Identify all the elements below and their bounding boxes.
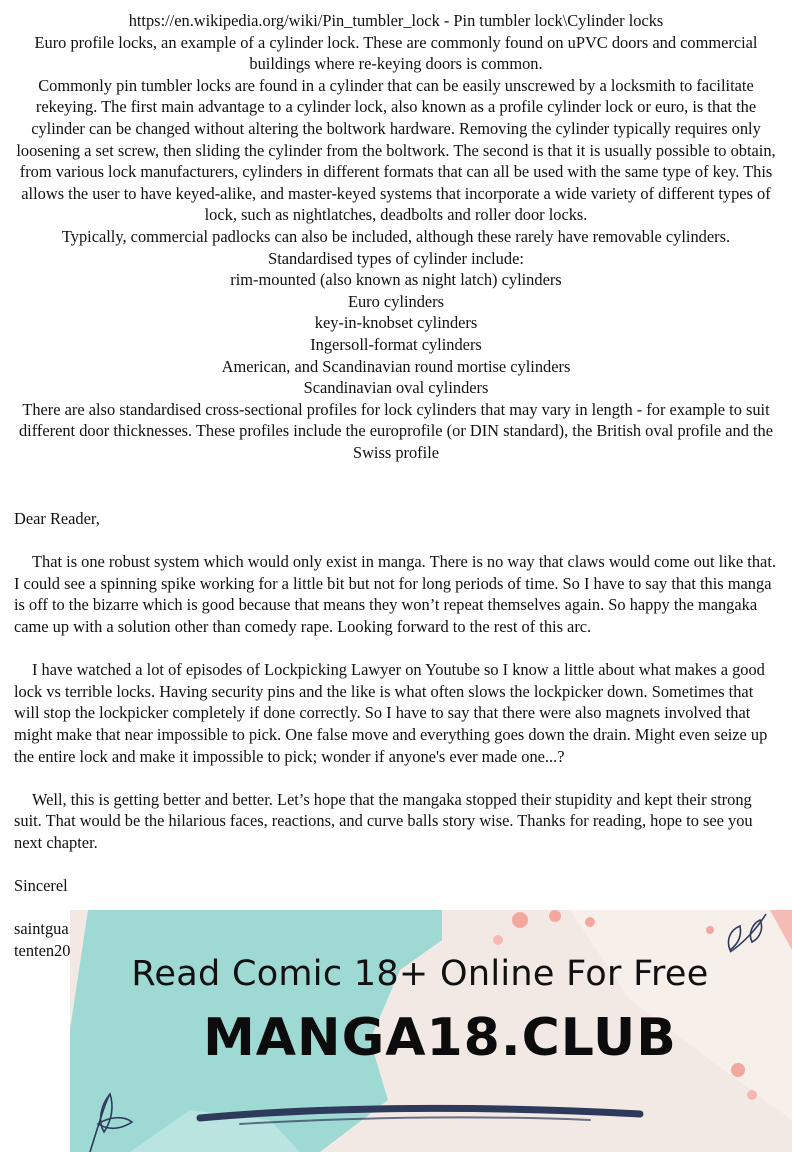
promo-banner[interactable]	[70, 910, 792, 1152]
excerpt-paragraph-3: There are also standardised cross-sectional profiles for lock cylinders that may vary in length - for example to suit different door thicknesses. These profiles include the europrofile (or DIN standard), the British oval profile and the Swiss profile	[18, 399, 774, 462]
letter-paragraph-2: I have watched a lot of episodes of Lockpicking Lawyer on Youtube so I know a little about what makes a good lock vs terrible locks. Having security pins and the like is what often slows the lockpicker down. Sometimes that will stop the lockpicker completely if done correctly. So I have to say that there were also magnets involved that might make that near impossible to pick. One false move and everything goes down the drain. Might even seize up the entire lock and make it impossible to pick; wonder if anyone's ever made one...?	[14, 660, 768, 766]
wikipedia-excerpt	[14, 10, 778, 463]
source-url-line: https://en.wikipedia.org/wiki/Pin_tumbler_lock - Pin tumbler lock\Cylinder locks	[128, 11, 664, 30]
image-caption: Euro profile locks, an example of a cylinder lock. These are commonly found on uPVC doors and commercial buildings where re-keying doors is common.	[34, 32, 758, 74]
excerpt-paragraph-2: Typically, commercial padlocks can also be included, although these rarely have removable cylinders.	[61, 226, 731, 246]
list-item: rim-mounted (also known as night latch) cylinders	[230, 270, 562, 290]
coral-dot	[512, 912, 528, 928]
banner-tagline[interactable]: Read Comic 18+ Online For Free	[131, 954, 709, 994]
list-item: Scandinavian oval cylinders	[303, 378, 489, 398]
list-intro: Standardised types of cylinder include:	[268, 248, 524, 268]
salutation: Dear Reader,	[14, 509, 100, 528]
list-item: key-in-knobset cylinders	[314, 313, 478, 333]
banner-brand[interactable]: MANGA18.CLUB	[203, 1008, 677, 1068]
excerpt-paragraph-1: Commonly pin tumbler locks are found in a cylinder that can be easily unscrewed by a locksmith to facilitate rekeying. The first main advantage to a cylinder lock, also known as a profile cylinder lock or euro, is that the cylinder can be changed without altering the boltwork hardware. Removing the cylinder typically requires only loosening a set screw, then sliding the cylinder from the boltwork. The second is that it is usually possible to obtain, from various lock manufacturers, cylinders in different formats that can all be used with the same type of key. This allows the user to have keyed-alike, and master-keyed systems that incorporate a wide variety of different types of lock, such as nightlatches, deadbolts and roller door locks.	[16, 75, 776, 225]
signature-line-2: tenten20	[14, 940, 71, 960]
list-item: Ingersoll-format cylinders	[310, 334, 482, 354]
letter-to-reader	[14, 508, 778, 961]
signature-line-1: saintgua	[14, 919, 69, 939]
coral-dot	[549, 910, 561, 922]
letter-paragraph-3: Well, this is getting better and better. Let’s hope that the mangaka stopped their stupidity and kept their strong suit. That would be the hilarious faces, reactions, and curve balls story wise. Thanks for reading, hope to see you next chapter.	[14, 789, 753, 852]
coral-dot	[585, 917, 595, 927]
list-item: American, and Scandinavian round mortise cylinders	[221, 356, 571, 376]
list-item: Euro cylinders	[347, 291, 445, 311]
coral-dot	[747, 1090, 757, 1100]
coral-dot	[493, 935, 503, 945]
closing: Sincerel	[14, 876, 68, 896]
letter-paragraph-1: That is one robust system which would only exist in manga. There is no way that claws would come out like that. I could see a spinning spike working for a little bit but not for long periods of time. So I have to say that this manga is off to the bizarre which is good because that means they won’t repeat themselves again. So happy the mangaka came up with a solution other than comedy rape. Looking forward to the rest of this arc.	[14, 552, 776, 636]
coral-dot	[706, 926, 714, 934]
